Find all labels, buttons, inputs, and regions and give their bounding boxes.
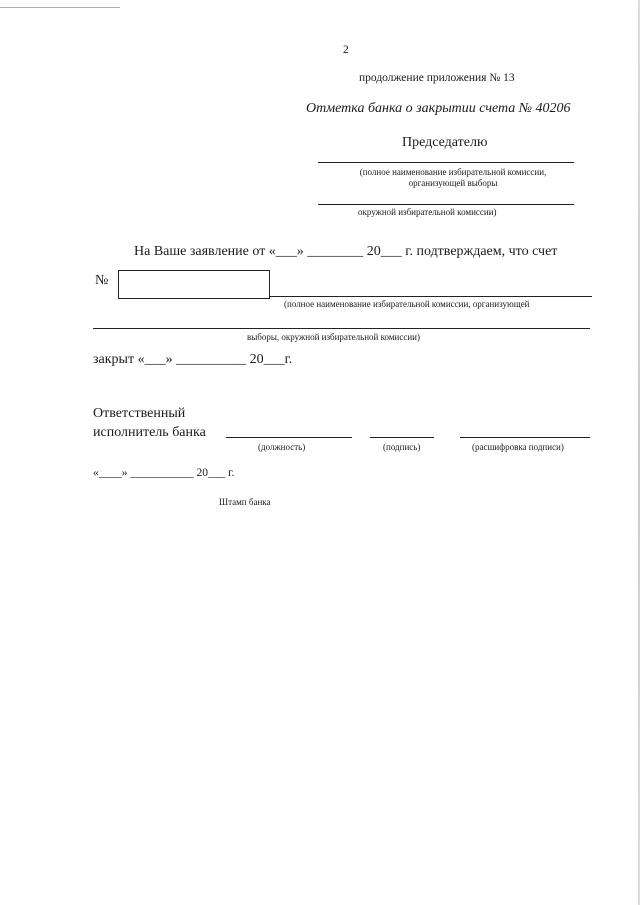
decoding-line xyxy=(460,437,590,438)
addressee-line-2 xyxy=(318,204,574,205)
caption-district: окружной избирательной комиссии) xyxy=(358,207,497,217)
responsible-label-1: Ответственный xyxy=(93,406,186,421)
caption-full-name: (полное наименование избирательной комиссии, организующей xyxy=(284,299,530,309)
signature-line xyxy=(370,437,434,438)
caption-full-name-cont: выборы, окружной избирательной комиссии) xyxy=(247,332,420,342)
responsible-label-2: исполнитель банка xyxy=(93,425,206,440)
form-heading: Отметка банка о закрытии счета № 40206 xyxy=(306,101,571,116)
signing-date: «____» ___________ 20___ г. xyxy=(93,467,235,479)
scan-artifact-top xyxy=(0,7,120,8)
continuation-note: продолжение приложения № 13 xyxy=(359,72,515,84)
commission-name-line-1 xyxy=(270,296,592,297)
position-line xyxy=(226,437,352,438)
label-decoding: (расшифровка подписи) xyxy=(472,442,564,452)
label-signature: (подпись) xyxy=(383,442,421,452)
label-position: (должность) xyxy=(258,442,306,452)
account-number-box xyxy=(118,270,270,299)
addressee-line-1 xyxy=(318,162,574,163)
bank-stamp-label: Штамп банка xyxy=(219,497,271,507)
number-sign: № xyxy=(95,273,109,288)
closed-date-text: закрыт «___» __________ 20___г. xyxy=(93,352,293,367)
caption-commission: (полное наименование избирательной комиссии, организующей выборы xyxy=(359,167,547,188)
commission-name-line-2 xyxy=(93,328,590,329)
statement-text: На Ваше заявление от «___» ________ 20___ г. подтверждаем, что счет xyxy=(134,244,558,259)
addressee-label: Председателю xyxy=(402,135,488,150)
page-number: 2 xyxy=(343,44,349,56)
